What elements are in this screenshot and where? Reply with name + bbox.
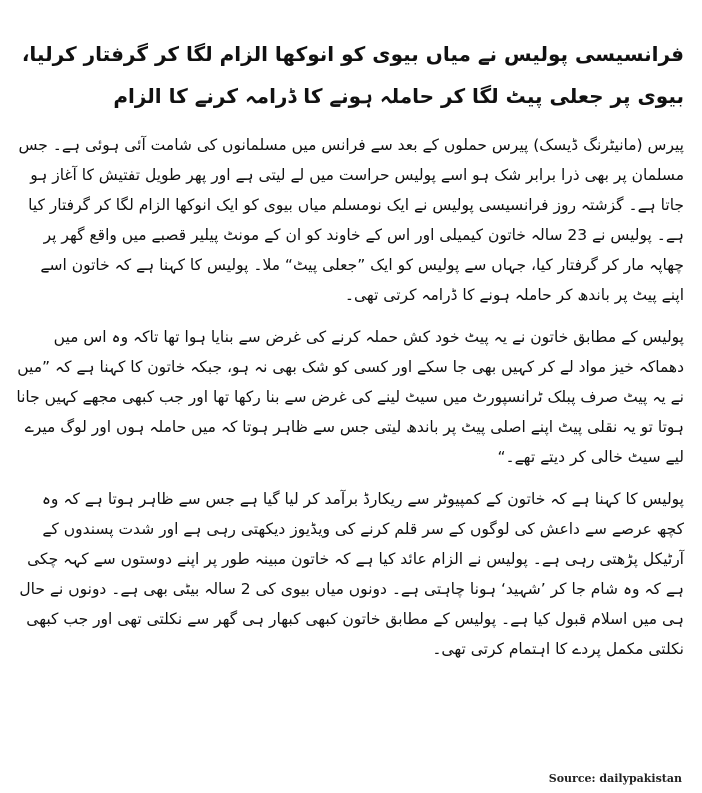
article-body bbox=[14, 130, 684, 676]
article-headline: فرانسیسی پولیس نے میاں بیوی کو انوکھا الزام لگا کر گرفتار کرلیا، بیوی پر جعلی پیٹ لگا کر حاملہ ہونے کا ڈرامہ کرنے کا الزام bbox=[21, 42, 684, 109]
article-paragraph: پولیس کا کہنا ہے کہ خاتون کے کمپیوٹر سے ریکارڈ برآمد کر لیا گیا ہے جس سے ظاہر ہوتا ہے کہ وہ کچھ عرصے سے داعش کی لوگوں کے سر قلم کرنے کی ویڈیوز دیکھتی رہی ہے اور شدت پسندوں کے آرٹیکل پڑھتی رہی ہے۔ پولیس نے الزام عائد کیا ہے کہ خاتون مبینہ طور پر اپنے دوستوں سے کہہ چکی ہے کہ وہ شام جا کر ’شہید‘ ہونا چاہتی ہے۔ دونوں میاں بیوی کی 2 سالہ بیٹی بھی ہے۔ دونوں نے حال ہی میں اسلام قبول کیا ہے۔ پولیس کے مطابق خاتون کبھی کبھار ہی گھر سے نکلتی تھی اور جب کبھی نکلتی مکمل پردے کا اہتمام کرتی تھی۔ bbox=[19, 490, 684, 658]
article-paragraph: پولیس کے مطابق خاتون نے یہ پیٹ خود کش حملہ کرنے کی غرض سے بنایا ہوا تھا تاکہ وہ اس میں دھماکہ خیز مواد لے کر کہیں بھی جا سکے اور کسی کو شک بھی نہ ہو، جبکہ خاتون کا کہنا ہے کہ ”میں نے یہ پیٹ صرف پبلک ٹرانسپورٹ میں سیٹ لینے کی غرض سے بنا رکھا تھا اور جب کبھی مجھے کہیں جانا ہوتا تو یہ نقلی پیٹ اپنے اصلی پیٹ پر باندھ لیتی جس سے ظاہر ہوتا کہ میں حاملہ ہوں اور لوگ میرے لیے سیٹ خالی کر دیتے تھے۔“ bbox=[16, 328, 684, 466]
article-paragraph: پیرس (مانیٹرنگ ڈیسک) پیرس حملوں کے بعد سے فرانس میں مسلمانوں کی شامت آئی ہوئی ہے۔ جس مسلمان پر بھی ذرا برابر شک ہو اسے پولیس حراست میں لے لیتی ہے اور پھر طویل تفتیش کا آغاز ہو جاتا ہے۔ گزشتہ روز فرانسیسی پولیس نے ایک نومسلم میاں بیوی کو ایک انوکھا الزام لگا کر گرفتار کیا ہے۔ پولیس نے 23 سالہ خاتون کیمیلی اور اس کے خاوند کو ان کے مونٹ پیلیر قصبے میں واقع گھر پر چھاپہ مار کر گرفتار کیا، جہاں سے پولیس کو ایک ”جعلی پیٹ“ ملا۔ پولیس کا کہنا ہے کہ خاتون اسے اپنے پیٹ پر باندھ کر حاملہ ہونے کا ڈرامہ کرتی تھی۔ bbox=[18, 136, 684, 304]
source-credit: Source: dailypakistan bbox=[548, 772, 682, 785]
